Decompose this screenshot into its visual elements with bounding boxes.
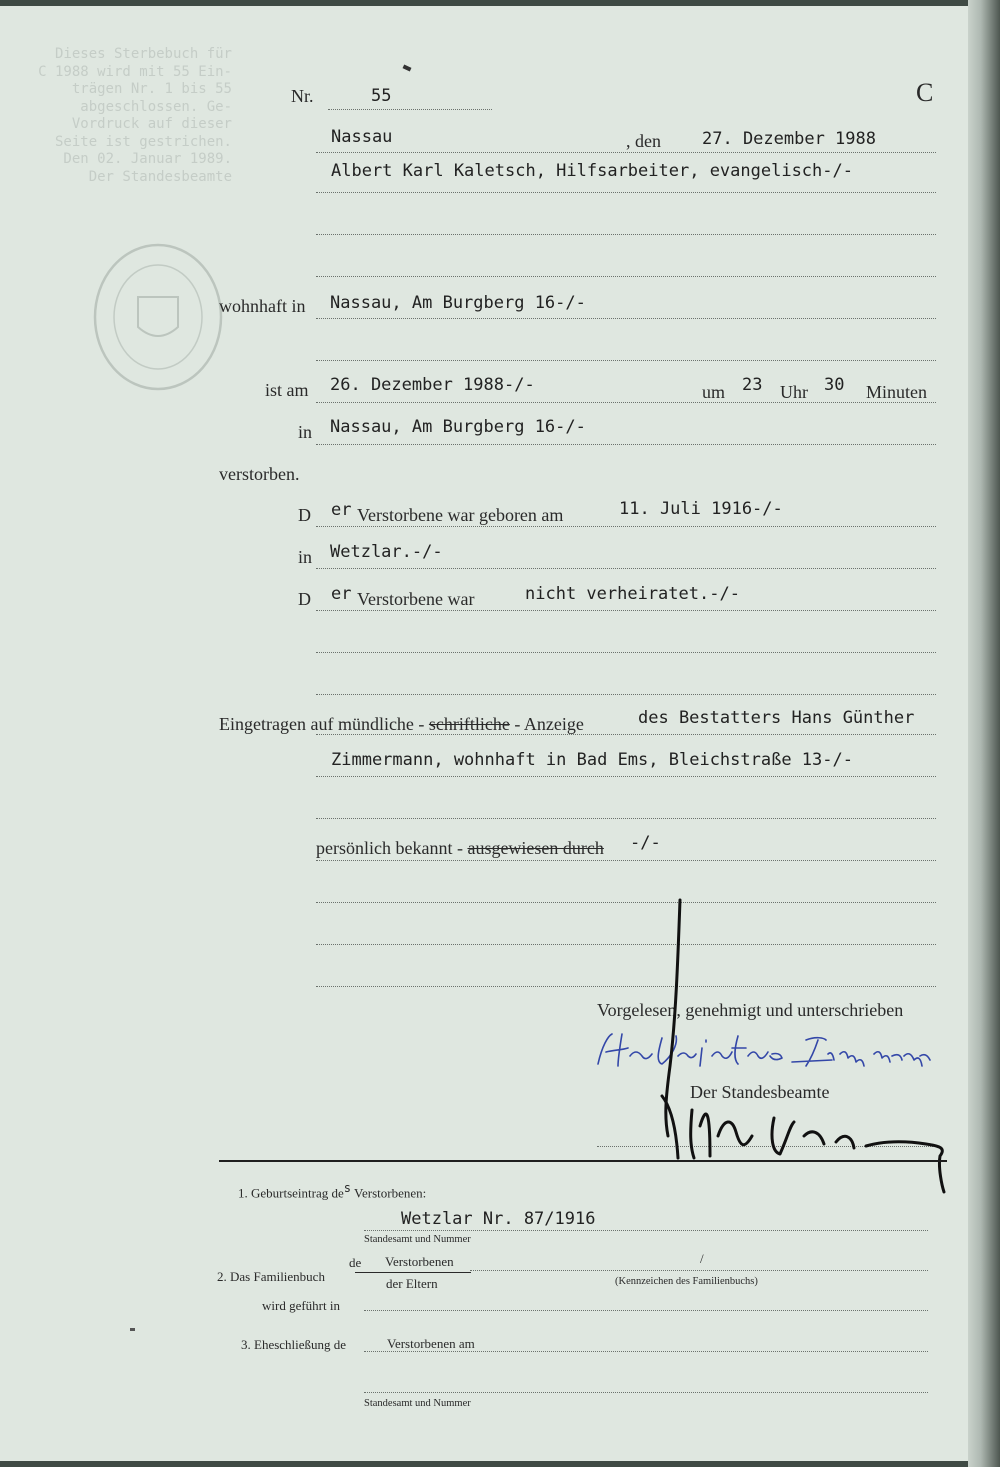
registration-label-struck: schriftliche: [428, 714, 510, 734]
marital-status: nicht verheiratet.-/-: [525, 584, 740, 604]
informant-line-1: des Bestatters Hans Günther: [638, 708, 915, 728]
registration-line: [219, 714, 584, 735]
um-label: um: [702, 382, 726, 402]
dotted-line: [316, 860, 936, 861]
registration-label-a: Eingetragen auf mündliche -: [219, 714, 425, 734]
identification-value: -/-: [630, 833, 661, 853]
footer-separator: [219, 1160, 947, 1162]
born-d-label: D: [298, 505, 311, 525]
dotted-line: [316, 234, 936, 235]
birth-date: 11. Juli 1916-/-: [619, 499, 783, 519]
dotted-line: [316, 444, 936, 445]
bleed-through-text: [0, 46, 232, 186]
read-approved-text: Vorgelesen, genehmigt und unterschrieben: [597, 1000, 904, 1020]
deceased-name-line: Albert Karl Kaletsch, Hilfsarbeiter, evangelisch-/-: [331, 161, 853, 181]
birth-entry-value: Wetzlar Nr. 87/1916: [401, 1209, 596, 1229]
bleed-through-seal-icon: [92, 242, 224, 392]
birth-entry-label: [238, 1181, 426, 1201]
birth-entry-label-b: Verstorbenen:: [354, 1185, 427, 1201]
minuten-label: Minuten: [866, 382, 927, 402]
dotted-line: [316, 776, 936, 777]
married-d-label: D: [298, 589, 311, 609]
birth-entry-label-a: 1. Geburtseintrag de: [238, 1185, 344, 1201]
marriage-value: Verstorbenen am: [387, 1336, 475, 1351]
bleed-through-line: Den 02. Januar 1989.: [63, 151, 232, 167]
born-er: er: [331, 500, 352, 520]
birth-entry-s: s: [343, 1181, 352, 1195]
register-letter: C: [916, 78, 934, 107]
dotted-line: [316, 652, 936, 653]
marriage-label: 3. Eheschließung de: [241, 1337, 347, 1352]
dotted-line: [316, 152, 936, 153]
dotted-line: [316, 568, 936, 569]
speck: [403, 64, 412, 71]
standesamt-nummer-caption: Standesamt und Nummer: [364, 1234, 471, 1245]
dotted-line: [316, 526, 936, 527]
married-er: er: [331, 584, 352, 604]
bleed-through-line: Der Standesbeamte: [88, 168, 232, 185]
dotted-line: [316, 318, 936, 319]
residence-value: Nassau, Am Burgberg 16-/-: [330, 293, 586, 313]
dotted-line: [316, 276, 936, 277]
born-label: Verstorbene war geboren am: [357, 505, 564, 525]
bleed-through-line: Dieses Sterbebuch für: [54, 46, 232, 62]
died-in-label: in: [298, 422, 313, 442]
dotted-line: [364, 1351, 928, 1352]
family-de-label: de: [349, 1255, 362, 1270]
registry-place: Nassau: [331, 127, 393, 147]
standesamt-nummer-caption-2: Standesamt und Nummer: [364, 1398, 471, 1409]
bleed-through-line: abgeschlossen. Ge-: [80, 98, 232, 115]
dotted-line: [316, 402, 936, 403]
family-book-id-caption: (Kennzeichen des Familienbuchs): [615, 1276, 758, 1287]
death-hour: 23: [742, 375, 763, 395]
birth-place: Wetzlar.-/-: [330, 542, 443, 562]
informant-signature-text: [604, 1058, 615, 1059]
dotted-line: [470, 1270, 928, 1271]
bleed-through-line: Seite ist gestrichen.: [54, 133, 232, 150]
dotted-line: [316, 818, 936, 819]
born-in-label: in: [298, 547, 313, 567]
registration-label-b: - Anzeige: [514, 714, 584, 734]
family-verstorbenen: Verstorbenen: [385, 1254, 454, 1269]
registrar-signature: [640, 896, 960, 1196]
speck: [130, 1328, 135, 1331]
death-minute: 30: [824, 375, 845, 395]
register-page: [0, 6, 968, 1461]
dotted-line: [316, 610, 936, 611]
entry-number: 55: [371, 86, 392, 106]
informant-line-2: Zimmermann, wohnhaft in Bad Ems, Bleichstraße 13-/-: [331, 750, 853, 770]
uhr-label: Uhr: [780, 382, 808, 402]
family-kept-label: wird geführt in: [262, 1298, 340, 1313]
dotted-line: [316, 734, 936, 735]
dotted-line: [316, 694, 936, 695]
dotted-line: [364, 1310, 928, 1311]
married-label: Verstorbene war: [357, 589, 475, 609]
bleed-through-line: Vordruck auf dieser: [71, 116, 232, 132]
death-place: Nassau, Am Burgberg 16-/-: [330, 417, 586, 437]
nr-label: Nr.: [291, 86, 314, 106]
verstorben-label: verstorben.: [219, 464, 300, 484]
family-slash: /: [700, 1251, 704, 1266]
death-date: 26. Dezember 1988-/-: [330, 375, 535, 395]
bleed-through-line: C 1988 wird mit 55 Ein-: [38, 63, 232, 80]
died-label: ist am: [265, 380, 309, 400]
identification-line: [316, 838, 604, 859]
dotted-line: [364, 1392, 928, 1393]
registration-date: 27. Dezember 1988: [702, 129, 876, 149]
registrar-label: Der Standesbeamte: [690, 1082, 830, 1102]
residence-label: wohnhaft in: [219, 296, 306, 316]
dotted-line: [328, 109, 492, 110]
bleed-through-line: trägen Nr. 1 bis 55: [71, 81, 232, 97]
known-label-struck: ausgewiesen durch: [467, 838, 604, 858]
known-label: persönlich bekannt -: [316, 838, 463, 858]
page-edge: [968, 0, 1000, 1467]
den-label: , den: [626, 131, 661, 151]
dotted-line: [364, 1230, 928, 1231]
family-eltern: der Eltern: [386, 1276, 438, 1291]
dotted-line: [316, 360, 936, 361]
dotted-line: [316, 192, 936, 193]
fraction-rule: [355, 1272, 471, 1273]
family-book-label: 2. Das Familienbuch: [217, 1269, 325, 1284]
